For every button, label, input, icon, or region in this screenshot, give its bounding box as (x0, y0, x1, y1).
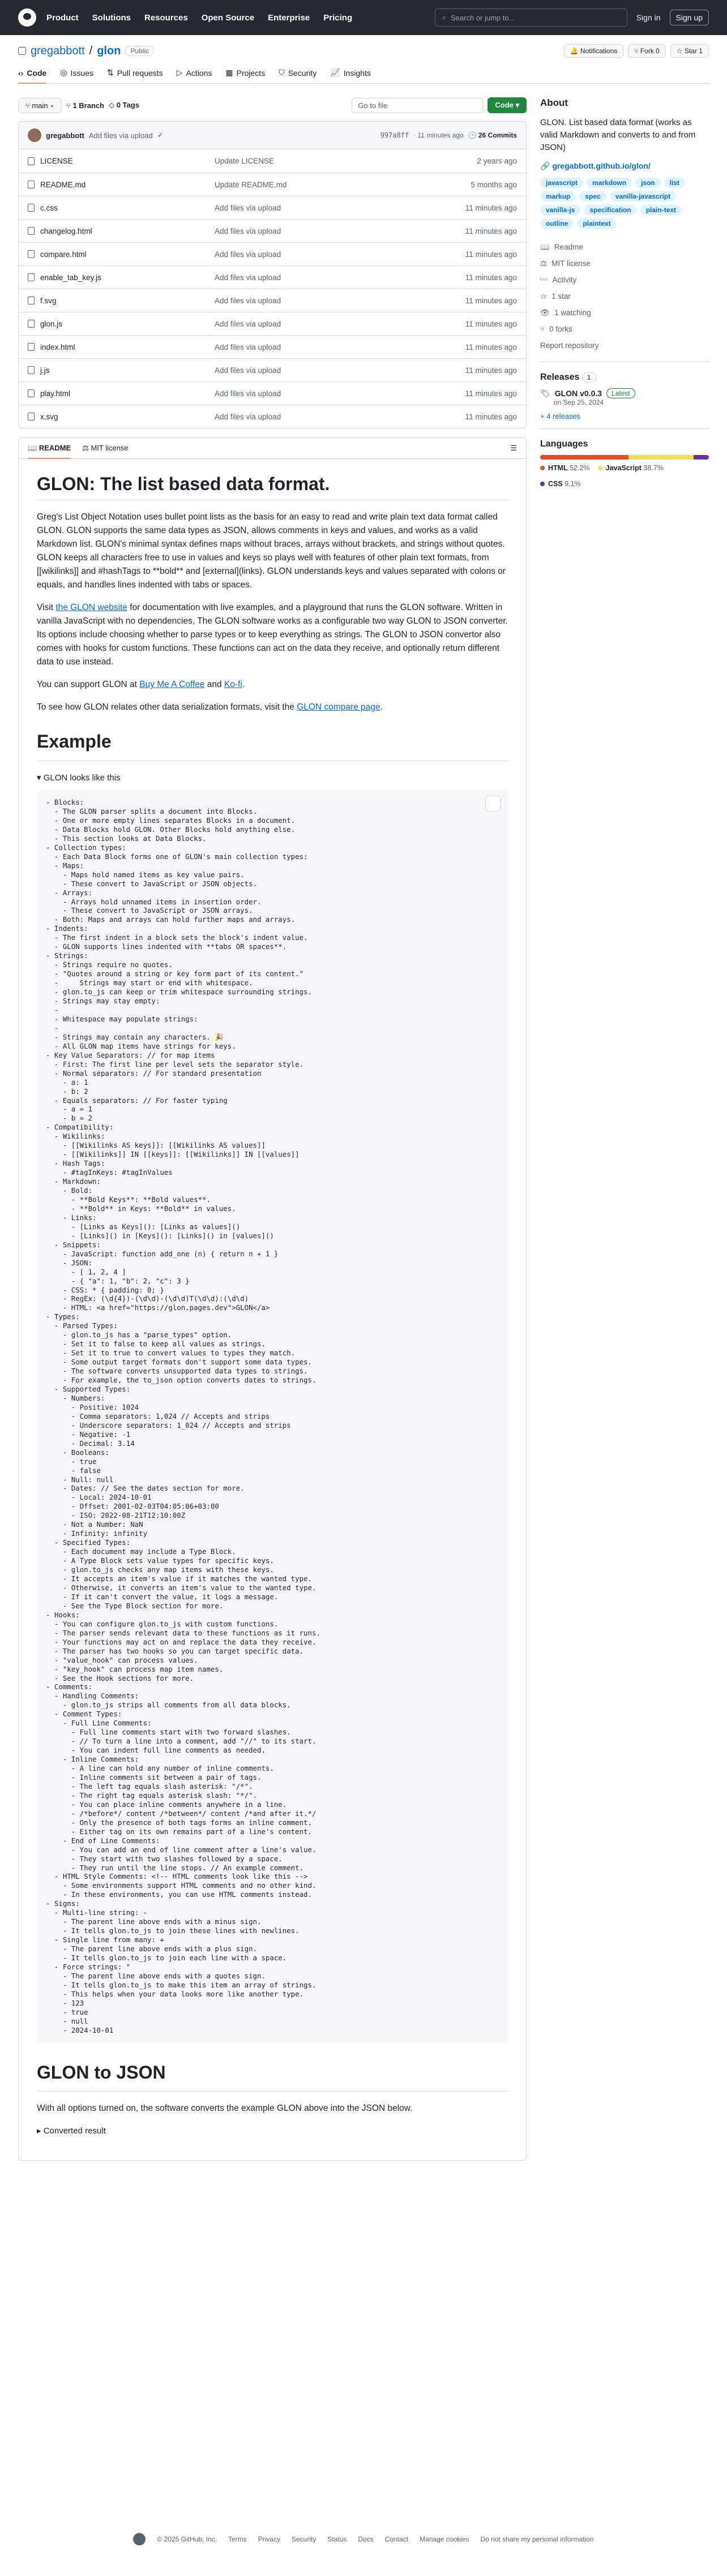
file-commit-message[interactable]: Add files via upload (215, 319, 281, 328)
tags-link[interactable]: ◇ 0 Tags (109, 101, 139, 109)
file-row[interactable] (19, 289, 526, 312)
repo-tabs (18, 68, 709, 84)
file-row[interactable] (19, 149, 526, 173)
tab-code[interactable]: ‹› Code (18, 68, 46, 84)
file-icon (28, 273, 35, 281)
github-logo-icon[interactable] (18, 8, 36, 27)
tab-actions[interactable]: ▷ Actions (176, 68, 212, 78)
copy-icon[interactable] (485, 796, 501, 812)
table-icon: ▦ (225, 68, 233, 77)
search-icon: ⌕ (442, 13, 446, 22)
file-row[interactable] (19, 312, 526, 335)
sign-up-button[interactable]: Sign up (670, 10, 709, 25)
language-percent: 52.2% (570, 464, 590, 473)
releases-section (540, 362, 709, 420)
file-commit-message[interactable]: Add files via upload (215, 366, 281, 375)
topic-tag[interactable]: markup (540, 191, 576, 201)
readme-content (19, 459, 526, 2160)
language-item[interactable] (598, 464, 664, 472)
file-date: 11 minutes ago (465, 319, 517, 328)
file-icon (28, 250, 35, 258)
sidebar (540, 97, 709, 2161)
file-commit-message[interactable]: Add files via upload (215, 226, 281, 235)
topic-tag[interactable]: plain-text (640, 205, 682, 215)
book-icon: 📖 (540, 243, 550, 252)
commits-link[interactable]: 🕒 26 Commits (468, 131, 517, 139)
file-date: 11 minutes ago (465, 203, 517, 212)
fork-button[interactable]: ⑂ Fork 0 (628, 44, 666, 58)
topic-tag[interactable]: outline (540, 218, 574, 229)
file-row[interactable] (19, 381, 526, 405)
tab-issues[interactable]: ◎ Issues (60, 68, 94, 78)
about-description: GLON. List based data format (works as valid Markdown and converts to and from JSON) (540, 118, 696, 152)
tag-icon: 🏷 (540, 388, 550, 398)
sign-in-link[interactable]: Sign in (636, 13, 661, 22)
report-repository-link[interactable]: Report repository (540, 341, 599, 350)
file-name-cell (28, 273, 215, 282)
readme-compare-paragraph: To see how GLON relates other data serialization formats, visit the GLON compare page. (37, 702, 383, 712)
compare-page-link[interactable]: GLON compare page (297, 702, 380, 712)
meta-eye[interactable] (540, 304, 709, 321)
file-link[interactable]: index.html (40, 342, 75, 351)
footer-link[interactable]: Status (327, 2535, 347, 2543)
file-date: 11 minutes ago (465, 226, 517, 235)
tab-license[interactable]: ⚖ MIT license (82, 444, 129, 452)
visibility-badge: Public (125, 46, 154, 56)
page-footer (0, 2533, 727, 2545)
file-icon (28, 297, 35, 304)
file-name-cell (28, 413, 215, 421)
nav-pricing[interactable]: Pricing (323, 12, 353, 23)
language-percent: 9.1% (565, 480, 581, 488)
file-row[interactable] (19, 265, 526, 289)
file-toolbar (18, 97, 527, 113)
more-releases-link[interactable]: + 4 releases (540, 412, 581, 421)
commit-message[interactable]: Add files via upload (88, 131, 153, 140)
glon-to-json-heading: GLON to JSON (37, 2059, 508, 2092)
file-icon (28, 181, 35, 188)
footer-link[interactable]: Privacy (258, 2535, 280, 2543)
law-icon: ⚖ (540, 259, 548, 268)
file-browser (18, 121, 527, 428)
ko-fi-link[interactable]: Ko-fi (224, 680, 242, 690)
branches-link[interactable]: ⑂ 1 Branch (66, 101, 105, 110)
language-item[interactable] (540, 480, 581, 488)
nav-solutions[interactable]: Solutions (92, 12, 131, 23)
file-name-cell (28, 389, 215, 398)
file-commit-message[interactable]: Add files via upload (215, 273, 281, 282)
file-commit-message[interactable]: Add files via upload (215, 412, 281, 421)
topic-tag[interactable]: json (635, 178, 661, 188)
readme-title: GLON: The list based data format. (37, 473, 508, 500)
file-link[interactable]: compare.html (40, 250, 87, 259)
glon-example-toggle[interactable]: ▾ GLON looks like this (37, 772, 121, 783)
converted-result-toggle[interactable]: ▸ Converted result (37, 2126, 106, 2136)
languages-list (540, 464, 709, 488)
nav-open-source[interactable]: Open Source (201, 12, 255, 23)
language-bar-segment (540, 455, 628, 460)
file-date: 11 minutes ago (465, 412, 517, 421)
readme-support-paragraph: You can support GLON at Buy Me A Coffee and Ko-fi. (37, 680, 245, 690)
file-row[interactable] (19, 358, 526, 381)
file-link[interactable]: j.js (40, 366, 50, 375)
file-name-cell (28, 227, 215, 235)
header-nav (46, 13, 352, 23)
footer-link[interactable]: Docs (358, 2535, 374, 2543)
check-icon: ✓ (157, 131, 164, 139)
file-name-cell (28, 204, 215, 212)
language-bar-segment (628, 455, 694, 460)
footer-link[interactable]: Do not share my personal information (480, 2535, 594, 2543)
file-link[interactable]: x.svg (40, 412, 58, 421)
topic-tag[interactable]: vanilla-javascript (610, 191, 676, 201)
go-to-file-input[interactable]: Go to file (352, 98, 483, 113)
file-date: 11 minutes ago (465, 366, 517, 375)
glon-example-code: - Blocks: - The GLON parser splits a document into Blocks. - One or more empty lines separates Blocks in a document. - Data Blocks hold GLON. Other Blocks hold anything else. - This section looks at Data Blocks. - Collection types: - Each Data Block forms one of GLON's main collection types: - Maps: - Maps hold named items as key value pairs. - These convert to JavaScript or JSON objects. - Arrays: - Arrays hold unnamed items in insertion order. - These convert to JavaScript or JSON arrays. - Both: Maps and arrays can hold further maps and arrays. - Indents: - The first indent in a block sets the block's indent value. - GLON supports lines indented with **tabs OR spaces**. - Strings: - Strings require no quotes. - "Quotes around a string or key form part of its content." - Strings may start or end with whitespace. - glon.to_js can keep or trim whitespace surrounding strings. - Strings may stay empty: - - Whitespace may populate strings: - - Strings may contain any characters. 🎉 - All GLON map items have strings for keys. - Key Value Separators: // for map items - First: The first line per level sets the separator style. - Normal separators: // For standard presentation - a: 1 - b: 2 - Equals separators: // For faster typing - a = 1 - b = 2 - Compatibility: - Wikilinks: - [[Wikilinks AS keys]]: [[Wikilinks AS values]] - [[Wikilinks]] IN [[keys]]: [[Wikilinks]] IN [[values]] - Hash Tags: - #tagInKeys: #tagInValues - Markdown: - Bold: - **Bold Keys**: **Bold values**. - **Bold** in Keys: **Bold** in values. - Links: - [Links as Keys](): [Links as values]() - [Links]() in [Keys](): [Links]() in [values]() - Snippets: - JavaScript: function add_one (n) { return n + 1 } - JSON: - [ 1, 2, 4 ] - { "a": 1, "b": 2, "c": 3 } - CSS: * { padding: 0; } - RegEx: (\d{4})-(\d\d)-(\d\d)T(\d\d):(\d\d) - HTML: <a href="https://glon.pages.dev">GLON</a> - Types: - Parsed Types: - glon.to_js has a "parse_types" option. - Set it to false to keep all values as strings. - Set it to true to convert values to types they match. - Some output target formats don't support some data types. - The software converts unsupported data types to strings. - For example, the to_json option converts dates to strings. - Supported Types: - Numbers: - Positive: 1024 - Comma separators: 1,024 // Accepts and strips - Underscore separators: 1_024 // Accepts and strips - Negative: -1 - Decimal: 3.14 - Booleans: - true - false - Null: null - Dates: // See the dates section for more. - Local: 2024-10-01 - Offset: 2001-02-03T04:05:06+03:00 - ISO: 2022-08-21T12:10:00Z - Not a Number: NaN - Infinity: infinity - Specified Types: - Each document may include a Type Block. - A Type Block sets value types for specific keys. - glon.to_js checks any map items with these keys. - It accepts an item's value if it matches the wanted type. - Otherwise, it converts an item's value to the wanted type. - If it can't convert the value, it logs a message. - See the Type Block section for more. - Hooks: - You can configure glon.to_js with custom functions. - The parser sends relevant data to these functions as it runs. - Your functions may act on and replace the data they receive. - The parser has two hooks so you can target specific data. - "value_hook" can process values. - "key_hook" can process map item names. - See the Hook sections for more. - Comments: - Handling Comments: - glon.to_js strips all comments from all data blocks. - Comment Types: - Full Line Comments: - Full line comments start with two forward slashes. - // To turn a line into a comment, add "//" to its start. - You can indent full line comments as needed. - Inline Comments: - A line can hold any number of inline comments. - Inline comments sit between a pair of tags. - The left tag equals slash asterisk: "/*". - The right tag equals asterisk slash: "*/". - You can place inline comments anywhere in a line. - /*before*/ content /*between*/ content /*and after it.*/ - Only the presence of both tags forms an inline comment. - Either tag on its own remains part of a line's content. - End of Line Comments: - You can add an end of line comment after a line's value. - They start with two slashes followed by a space. - They run until the line stops. // An example comment. - HTML Style Comments: <!-- HTML comments look like this --> - Some environments support HTML comments and no other kind. - In these environments, you can use HTML comments instead. - Signs: - Multi-line string: - - The parent line above ends with a minus sign. - It tells glon.to_js to join these lines with newlines. - Single line from many: + - The parent line above ends with a plus sign. - It tells glon.to_js to join each line with a space. - Force strings: " - The parent line above ends with a quotes sign. - It tells glon.to_js to make this item an array of strings. - This helps when your data looks more like another type. - 123 - true - null - 2024-10-01 (37, 790, 508, 2043)
file-name-cell (28, 157, 215, 165)
tab-security[interactable]: ⛉ Security (279, 68, 317, 78)
meta-label: MIT license (551, 259, 591, 268)
commit-time: · 11 minutes ago (413, 131, 464, 139)
topic-tag[interactable]: specification (584, 205, 636, 215)
file-date: 11 minutes ago (465, 389, 517, 398)
file-link[interactable]: enable_tab_key.js (40, 273, 101, 282)
release-date: on Sep 25, 2024 (554, 398, 604, 407)
language-dot-icon (540, 466, 545, 470)
latest-badge: Latest (606, 388, 635, 398)
main-column (18, 97, 527, 2161)
meta-label: 1 star (551, 292, 571, 301)
file-icon (28, 320, 35, 328)
file-icon (28, 343, 35, 351)
issue-icon: ◎ (60, 68, 67, 77)
outline-icon[interactable]: ☰ (510, 444, 517, 452)
language-dot-icon (540, 482, 545, 486)
commit-hash[interactable]: 997a8ff (380, 131, 409, 139)
homepage-link[interactable]: 🔗 gregabbott.github.io/glon/ (540, 161, 651, 171)
meta-label: 1 watching (554, 308, 591, 317)
code-icon: ‹› (18, 68, 24, 78)
footer-link[interactable]: Terms (228, 2535, 247, 2543)
readme-panel (18, 437, 527, 2161)
file-icon (28, 366, 35, 374)
tab-readme[interactable]: 📖 README (28, 444, 71, 459)
footer-link[interactable]: Security (291, 2535, 317, 2543)
code-button[interactable]: Code ▾ (487, 97, 527, 113)
nav-enterprise[interactable]: Enterprise (268, 12, 310, 23)
file-icon (28, 204, 35, 212)
meta-fork[interactable] (540, 321, 709, 337)
language-name: HTML (548, 464, 568, 473)
meta-star[interactable] (540, 288, 709, 304)
glon-to-json-paragraph: With all options turned on, the software converts the example GLON above into the JSON below. (37, 2103, 413, 2114)
file-link[interactable]: play.html (40, 389, 71, 398)
file-row[interactable] (19, 196, 526, 219)
footer-link[interactable]: © 2025 GitHub, Inc. (157, 2535, 217, 2543)
file-icon (28, 413, 35, 420)
file-link[interactable]: f.svg (40, 296, 57, 305)
file-commit-message[interactable]: Add files via upload (215, 250, 281, 259)
file-commit-message[interactable]: Add files via upload (215, 203, 281, 212)
file-icon (28, 389, 35, 397)
file-date: 2 years ago (477, 157, 517, 165)
languages-section (540, 428, 709, 488)
languages-bar (540, 455, 709, 460)
latest-release[interactable]: 🏷 GLON v0.0.3 Latest (540, 388, 709, 398)
file-link[interactable]: glon.js (40, 319, 63, 328)
tab-pull-requests[interactable]: ⇅ Pull requests (107, 68, 163, 78)
footer-link[interactable]: Manage cookies (420, 2535, 469, 2543)
topic-tag[interactable]: markdown (587, 178, 632, 188)
file-commit-message[interactable]: Update LICENSE (215, 157, 275, 165)
github-footer-logo-icon (133, 2533, 146, 2545)
repo-header: gregabbott / glon Public 🔔 Notifications ⑂ Fork 0 ☆ Star 1 ‹› Code ◎ Issues ⇅ Pull requests ▷ Actions ▦ Projects ⛉ Security 📈 Insights (0, 35, 727, 84)
file-name-cell (28, 320, 215, 328)
tab-insights[interactable]: 📈 Insights (330, 68, 371, 78)
glon-website-link[interactable]: the GLON website (55, 603, 127, 613)
file-row[interactable] (19, 335, 526, 358)
file-name-cell (28, 366, 215, 375)
file-name-cell (28, 297, 215, 305)
file-icon (28, 157, 35, 165)
meta-label: Readme (554, 243, 583, 252)
file-name-cell (28, 343, 215, 351)
file-link[interactable]: LICENSE (40, 157, 73, 165)
avatar[interactable] (28, 128, 41, 142)
play-icon: ▷ (176, 68, 183, 77)
branch-select[interactable]: ⑂ main ▾ (18, 98, 62, 113)
meta-book[interactable] (540, 239, 709, 255)
file-date: 5 months ago (471, 180, 517, 189)
graph-icon: 📈 (330, 68, 340, 77)
footer-link[interactable]: Contact (384, 2535, 409, 2543)
latest-commit (19, 122, 526, 149)
notifications-button[interactable]: 🔔 Notifications (564, 44, 624, 58)
topic-tag[interactable]: spec (579, 191, 606, 201)
language-item[interactable] (540, 464, 590, 472)
about-title: About (540, 97, 568, 108)
languages-title: Languages (540, 439, 588, 449)
repo-owner-link[interactable]: gregabbott (31, 44, 85, 57)
language-name: CSS (548, 480, 563, 488)
language-dot-icon (598, 466, 602, 470)
language-percent: 38.7% (643, 464, 664, 473)
file-row[interactable] (19, 219, 526, 242)
file-name-cell (28, 250, 215, 259)
star-button[interactable]: ☆ Star 1 (670, 44, 709, 58)
file-row[interactable] (19, 173, 526, 196)
tab-projects[interactable]: ▦ Projects (225, 68, 266, 78)
file-link[interactable]: c.css (40, 203, 58, 212)
topic-tag[interactable]: javascript (540, 178, 583, 188)
fork-icon: ⑂ (540, 325, 545, 334)
file-icon (28, 227, 35, 235)
pull-request-icon: ⇅ (107, 68, 114, 77)
meta-law[interactable] (540, 255, 709, 272)
repo-meta (540, 239, 709, 337)
repo-name-link[interactable]: glon (97, 44, 121, 57)
meta-label: 0 forks (549, 325, 572, 334)
file-commit-message[interactable]: Add files via upload (215, 296, 281, 305)
file-date: 11 minutes ago (465, 296, 517, 305)
example-heading: Example (37, 728, 508, 761)
topic-tag[interactable]: vanilla-js (540, 205, 580, 215)
topic-tag[interactable]: list (664, 178, 685, 188)
file-link[interactable]: changelog.html (40, 226, 92, 235)
repo-icon (18, 47, 26, 55)
eye-icon: 👁 (540, 308, 550, 317)
search-input[interactable]: ⌕ Search or jump to... (435, 8, 627, 27)
readme-tabs (19, 438, 526, 459)
shield-icon: ⛉ (279, 68, 285, 77)
language-name: JavaScript (605, 464, 642, 473)
pulse-icon: 〰 (540, 276, 548, 285)
file-commit-message[interactable]: Add files via upload (215, 342, 281, 351)
file-row[interactable] (19, 405, 526, 428)
releases-title[interactable]: Releases 1 (540, 372, 709, 383)
readme-intro: Greg's List Object Notation uses bullet point lists as the basis for an easy to read and write plain text data format called GLON. GLON supports the same data types as JSON, allows comments in keys and values, and works as a valid Markdown list. GLON's minimal syntax defines maps without braces, arrays without brackets, and strings without quotes. GLON keeps all characters free to use in values and keys so plays well with features of other plain text formats, from [[wikilinks]] and #hashTags to **bold** and [external](links). GLON understands keys and values separated with colons or equals, and handles lines indented with tabs or spaces. (37, 512, 506, 590)
meta-label: Activity (552, 276, 577, 285)
file-name-cell (28, 181, 215, 189)
topics-list (540, 178, 709, 229)
file-date: 11 minutes ago (465, 342, 517, 351)
file-commit-message[interactable]: Add files via upload (215, 389, 281, 398)
nav-product[interactable]: Product (46, 12, 79, 23)
nav-resources[interactable]: Resources (144, 12, 188, 23)
commit-author[interactable]: gregabbott (46, 131, 84, 140)
file-date: 11 minutes ago (465, 273, 517, 282)
about-section (540, 97, 709, 354)
file-row[interactable] (19, 242, 526, 265)
buy-me-a-coffee-link[interactable]: Buy Me A Coffee (139, 680, 205, 690)
star-icon: ☆ (540, 292, 548, 301)
readme-website-paragraph: Visit the GLON website for documentation with live examples, and a playground that runs the GLON software. Written in vanilla JavaScript with no dependencies, The GLON software works as a configurable two way GLON to JSON converter. Its options include choosing whether to parse types or to keep everything as strings. The GLON to JSON convertor also comes with hooks for custom functions. These functions can act on the data they receive, and optionally return different data to use instead. (37, 603, 508, 667)
file-commit-message[interactable]: Update README.md (215, 180, 287, 189)
global-header (0, 0, 727, 35)
file-date: 11 minutes ago (465, 250, 517, 259)
file-link[interactable]: README.md (40, 180, 86, 189)
meta-pulse[interactable] (540, 272, 709, 288)
topic-tag[interactable]: plaintext (577, 218, 616, 229)
language-bar-segment (694, 455, 709, 460)
